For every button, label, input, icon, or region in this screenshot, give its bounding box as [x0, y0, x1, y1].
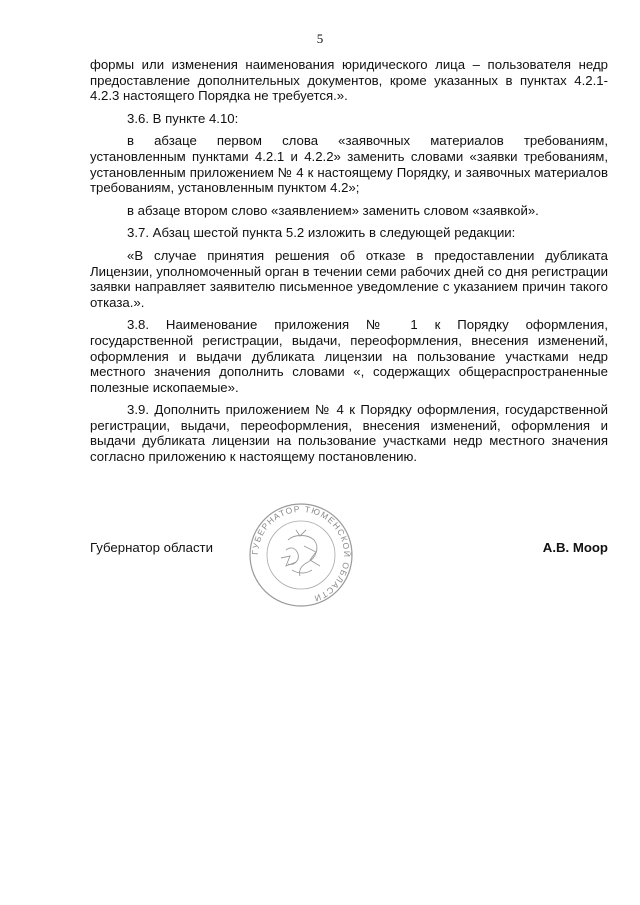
paragraph-3-9: 3.9. Дополнить приложением № 4 к Порядку оформления, государственной регистрации, выдачи, переоформления, внесения изменений, оформления и выдачи дубликата лицензии на пользование участками недр местного значения согласно приложению к настоящему постановлению. — [90, 402, 608, 465]
seal-text: ГУБЕРНАТОР ТЮМЕНСКОЙ ОБЛАСТИ — [249, 503, 353, 604]
paragraph-3-7: 3.7. Абзац шестой пункта 5.2 изложить в следующей редакции: — [127, 225, 516, 241]
signature-block — [90, 540, 608, 564]
paragraph-3-6: 3.6. В пункте 4.10: — [127, 110, 239, 126]
signatory-name: А.В. Моор — [542, 540, 608, 555]
signatory-position: Губернатор области — [90, 540, 213, 555]
paragraph-3-6-first-abzac: в абзаце первом слова «заявочных материалов требованиям, установленным пунктами 4.2.1 и 4.2.2» заменить словами «заявки требованиям, установленным приложением № 4 к настоящему Порядку, и заявочных материалов требованиям, установленным пунктом 4.2»; — [90, 133, 608, 196]
page-number: 5 — [316, 31, 324, 46]
document-body — [90, 57, 608, 472]
paragraph-3-6-second-abzac: в абзаце втором слово «заявлением» заменить словом «заявкой». — [127, 202, 539, 218]
paragraph-3-7-new-text: «В случае принятия решения об отказе в предоставлении дубликата Лицензии, уполномоченный орган в течении семи рабочих дней со дня регистрации заявки направляет заявителю письменное уведомление с указанием причин такого отказа.». — [90, 247, 608, 310]
paragraph-continuation: формы или изменения наименования юридического лица – пользователя недр предоставление дополнительных документов, кроме указанных в пунктах 4.2.1-4.2.3 настоящего Порядка не требуется.». — [90, 57, 608, 104]
paragraph-3-8: 3.8. Наименование приложения № 1 к Порядку оформления, государственной регистрации, выдачи, переоформления, внесения изменений, оформления и выдачи дубликата лицензии на пользование участками недр местного значения дополнить словами «, содержащих общераспространенные полезные ископаемые». — [90, 317, 608, 395]
